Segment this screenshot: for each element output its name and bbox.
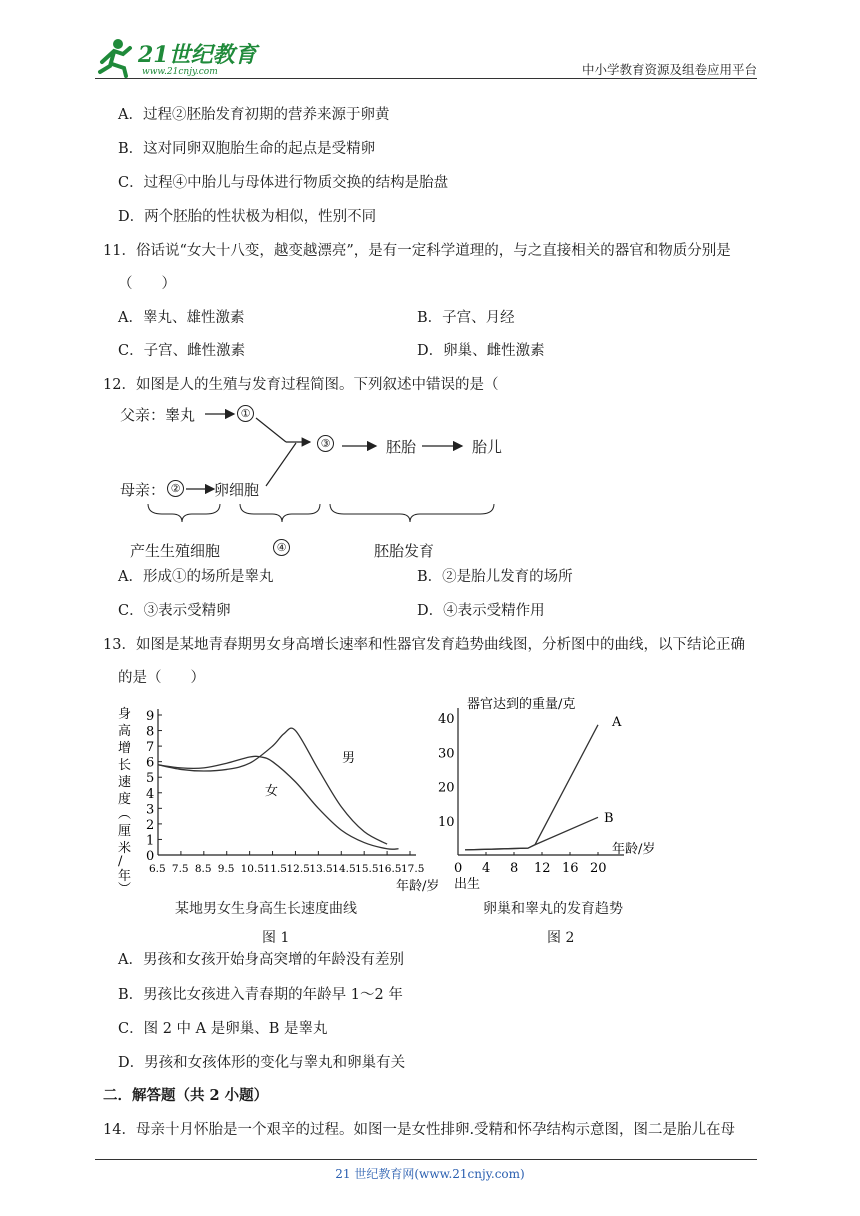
fig1-label: 图 1 bbox=[262, 930, 290, 946]
chart1-x-tick-label: 7.5 bbox=[171, 863, 189, 875]
chart1-x-tick-label: 14.5 bbox=[332, 863, 356, 875]
chart1-ylabel-6: 度 bbox=[118, 792, 132, 807]
diagram-label-cells: 产生生殖细胞 bbox=[130, 542, 221, 560]
chart2-y-tick-label: 40 bbox=[438, 712, 455, 727]
runner-logo-icon bbox=[96, 36, 261, 80]
chart1-y-tick-label: 3 bbox=[146, 802, 155, 818]
footer-divider bbox=[95, 1159, 757, 1160]
q13-option-c: C．图 2 中 A 是卵巢、B 是睾丸 bbox=[118, 1021, 328, 1037]
chart2-line-b bbox=[465, 817, 598, 850]
chart2-series-a: A bbox=[612, 715, 622, 730]
chart1-ylabel-11: 年 bbox=[118, 869, 132, 884]
q12-stem: 12．如图是人的生殖与发育过程简图。下列叙述中错误的是（ bbox=[103, 377, 499, 393]
chart1-ylabel-12: ︶ bbox=[118, 882, 132, 897]
header-divider bbox=[95, 78, 757, 79]
diagram-marker-4: ④ bbox=[272, 538, 291, 556]
diagram-fetus: 胎儿 bbox=[472, 438, 503, 456]
chart2-y-tick-label: 10 bbox=[438, 814, 455, 830]
chart1-x-tick-label: 12.5 bbox=[286, 863, 310, 875]
chart1-ylabel-10: / bbox=[118, 854, 123, 869]
q10-option-b: B．这对同卵双胞胎生命的起点是受精卵 bbox=[118, 141, 376, 157]
q13-stem-2: 的是（ ） bbox=[118, 670, 205, 686]
q10-option-a: A．过程②胚胎发育初期的营养来源于卵黄 bbox=[118, 107, 390, 123]
platform-name: 中小学教育资源及组卷应用平台 bbox=[581, 62, 757, 77]
chart1-x-tick-label: 17.5 bbox=[401, 863, 425, 875]
diagram-father: 父亲：睾丸 bbox=[120, 406, 196, 424]
fig1-caption: 某地男女生身高生长速度曲线 bbox=[175, 901, 357, 917]
chart1-x-tick-label: 13.5 bbox=[309, 863, 333, 875]
q14-stem: 14．母亲十月怀胎是一个艰辛的过程。如图一是女性排卵.受精和怀孕结构示意图，图二是胎儿在母 bbox=[103, 1122, 736, 1138]
chart1-x-tick-label: 10.5 bbox=[240, 863, 265, 875]
chart1-ylabel-9: 米 bbox=[118, 841, 132, 856]
q12-option-a: A．形成①的场所是睾丸 bbox=[118, 569, 274, 585]
chart1-x-tick-label: 8.5 bbox=[194, 863, 212, 875]
logo-text: 21世纪教育 bbox=[138, 42, 257, 68]
chart1-series-male: 男 bbox=[342, 751, 356, 766]
diagram-label-dev: 胚胎发育 bbox=[374, 542, 435, 560]
chart1-ylabel-4: 长 bbox=[118, 758, 132, 773]
q11-option-c: C．子宫、雌性激素 bbox=[118, 343, 246, 359]
chart1-x-tick-label: 15.5 bbox=[355, 863, 379, 875]
diagram-egg: 卵细胞 bbox=[214, 481, 260, 499]
chart1-ylabel-7: ︵ bbox=[118, 807, 132, 822]
chart2-x-tick-label: 8 bbox=[510, 861, 519, 876]
q10-option-c: C．过程④中胎儿与母体进行物质交换的结构是胎盘 bbox=[118, 175, 449, 191]
q12-option-d: D．④表示受精作用 bbox=[417, 603, 545, 619]
chart1-y-tick-label: 4 bbox=[146, 786, 155, 802]
q11-stem: 11．俗话说“女大十八变，越变越漂亮”，是有一定科学道理的，与之直接相关的器官和物质分别是 bbox=[103, 243, 731, 259]
organ-development-chart bbox=[430, 690, 670, 900]
diagram-embryo: 胚胎 bbox=[386, 438, 417, 456]
diagram-marker-2: ② bbox=[166, 479, 185, 497]
chart1-ylabel-1: 身 bbox=[118, 707, 132, 722]
q13-option-b: B．男孩比女孩进入青春期的年龄早 1～2 年 bbox=[118, 987, 403, 1003]
chart1-y-tick-label: 1 bbox=[146, 833, 155, 849]
chart2-origin-label: 出生 bbox=[454, 877, 481, 892]
chart2-y-tick-label: 20 bbox=[438, 780, 455, 796]
q11-option-a: A．睾丸、雄性激素 bbox=[118, 310, 245, 326]
q11-option-d: D．卵巢、雌性激素 bbox=[417, 343, 545, 359]
q12-option-c: C．③表示受精卵 bbox=[118, 603, 231, 619]
chart1-ylabel-8: 厘 bbox=[118, 824, 132, 839]
fig2-label: 图 2 bbox=[547, 930, 575, 946]
chart1-y-tick-label: 6 bbox=[146, 755, 155, 771]
diagram-marker-1: ① bbox=[236, 404, 255, 422]
chart1-xlabel: 年龄/岁 bbox=[396, 879, 440, 894]
q11-paren: （ ） bbox=[118, 276, 176, 292]
chart1-ylabel-2: 高 bbox=[118, 724, 132, 739]
fig2-caption: 卵巢和睾丸的发育趋势 bbox=[483, 901, 623, 917]
chart2-ylabel: 器官达到的重量/克 bbox=[467, 697, 576, 712]
diagram-marker-3: ③ bbox=[316, 434, 335, 452]
chart1-x-tick-label: 6.5 bbox=[149, 863, 166, 875]
reproduction-diagram bbox=[110, 398, 530, 563]
chart2-y-tick-label: 30 bbox=[438, 746, 455, 762]
chart1-series-female: 女 bbox=[265, 784, 279, 799]
q13-stem: 13．如图是某地青春期男女身高增长速率和性器官发育趋势曲线图，分析图中的曲线，以下结论正确 bbox=[103, 637, 745, 653]
chart1-y-tick-label: 5 bbox=[146, 771, 155, 787]
chart1-x-tick-label: 11.5 bbox=[263, 863, 287, 875]
q12-option-b: B．②是胎儿发育的场所 bbox=[417, 569, 573, 585]
chart2-x-tick-label: 4 bbox=[482, 861, 491, 876]
chart1-y-tick-label: 7 bbox=[146, 740, 155, 756]
chart1-ylabel-3: 增 bbox=[118, 741, 132, 756]
logo-url: www.21cnjy.com bbox=[142, 67, 218, 77]
chart2-line-a bbox=[465, 725, 598, 850]
height-growth-chart bbox=[110, 700, 440, 900]
q13-option-a: A．男孩和女孩开始身高突增的年龄没有差别 bbox=[118, 952, 404, 968]
chart2-x-tick-label: 16 bbox=[562, 861, 579, 876]
chart1-y-tick-label: 2 bbox=[146, 817, 155, 833]
chart1-x-tick-label: 9.5 bbox=[217, 863, 235, 875]
chart1-ylabel-5: 速 bbox=[118, 775, 132, 790]
chart1-y-tick-label: 9 bbox=[146, 709, 155, 724]
chart2-series-b: B bbox=[604, 811, 614, 826]
q10-option-d: D．两个胚胎的性状极为相似，性别不同 bbox=[118, 209, 377, 225]
q11-option-b: B．子宫、月经 bbox=[417, 310, 515, 326]
section-title: 二．解答题（共 2 小题） bbox=[103, 1087, 269, 1104]
chart2-x-tick-label: 0 bbox=[454, 861, 463, 876]
chart2-x-tick-label: 12 bbox=[534, 861, 551, 876]
diagram-mother: 母亲： bbox=[120, 481, 166, 499]
chart1-y-tick-label: 8 bbox=[146, 724, 155, 740]
chart1-x-tick-label: 16.5 bbox=[378, 863, 402, 875]
chart2-xlabel: 年龄/岁 bbox=[612, 842, 656, 857]
site-logo bbox=[96, 36, 261, 80]
chart2-x-tick-label: 20 bbox=[590, 861, 607, 876]
footer-text: 21 世纪教育网(www.21cnjy.com) bbox=[335, 1167, 525, 1181]
chart1-y-tick-label: 0 bbox=[146, 849, 155, 864]
q13-option-d: D．男孩和女孩体形的变化与睾丸和卵巢有关 bbox=[118, 1055, 406, 1071]
